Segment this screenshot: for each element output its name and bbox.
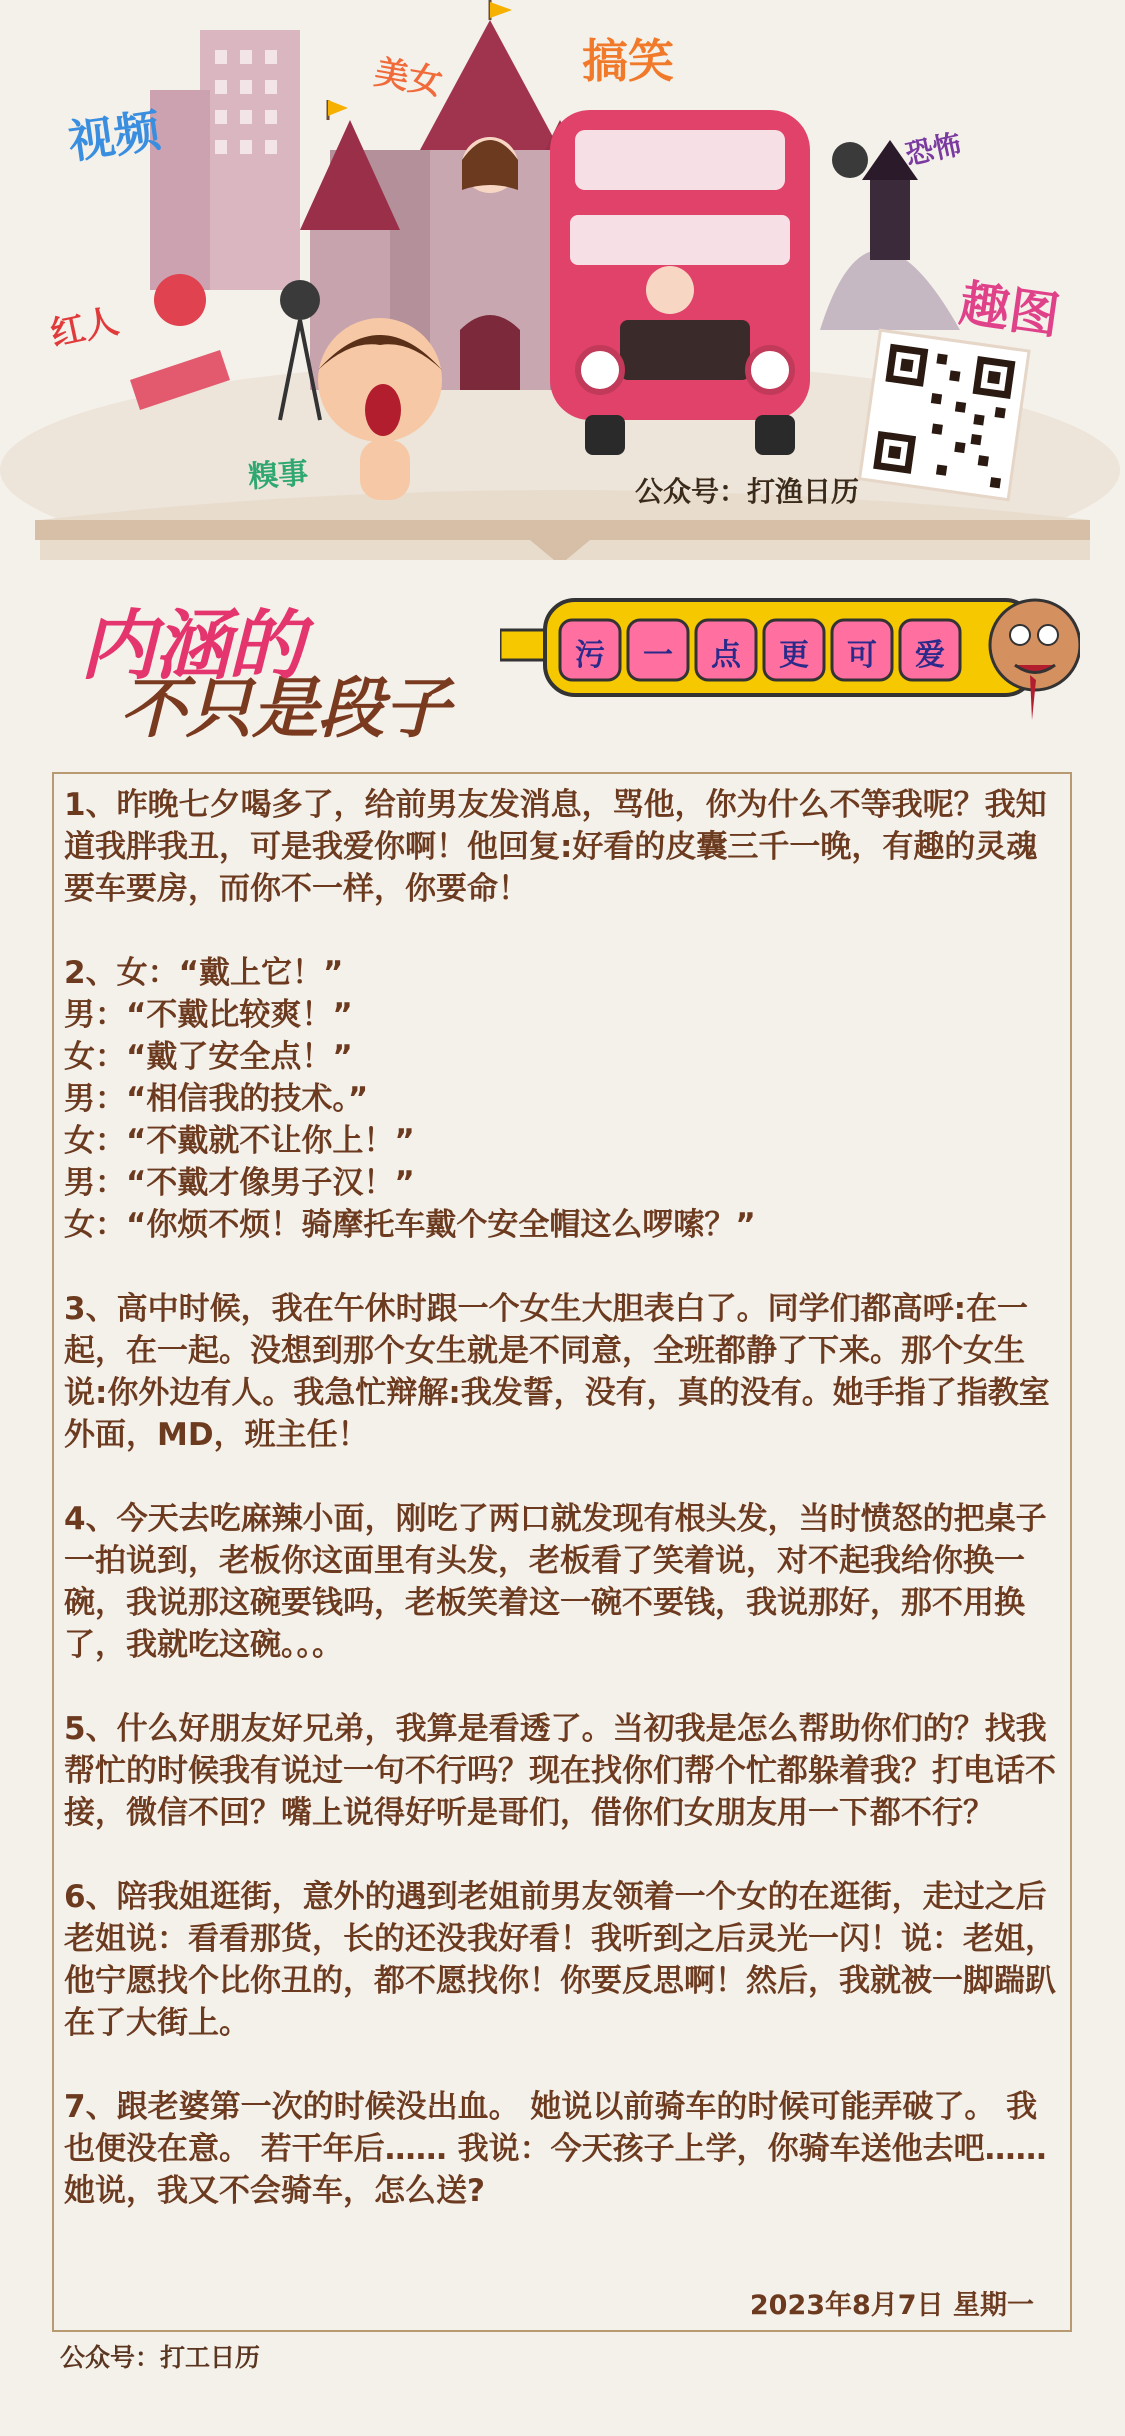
- joke-3: 3、高中时候，我在午休时跟一个女生大胆表白了。同学们都高呼:在一起，在一起。没想到那个女生就是不同意，全班都静了下来。那个女生说:你外边有人。我急忙辩解:我发誓，没有，真的没有。她手指了指教室外面，MD，班主任！: [64, 1291, 1050, 1453]
- tag-video: 视频: [65, 102, 164, 170]
- tag-fun-pics: 趣图: [955, 274, 1063, 346]
- candy-label: 污: [575, 638, 605, 673]
- title-line1: 内涵的: [80, 601, 302, 690]
- header-banner: [0, 0, 1125, 560]
- joke-6: 6、陪我姐逛街，意外的遇到老姐前男友领着一个女的在逛街，走过之后老姐说：看看那货，长的还没我好看！我听到之后灵光一闪！说：老姐，他宁愿找个比你丑的，都不愿找你！你要反思啊！然后，我就被一脚踹趴在了大街上。: [64, 1879, 1056, 2041]
- footer-account: 公众号：打工日历: [60, 2343, 261, 2372]
- candy-labels: [560, 622, 980, 682]
- tag-embarrassing: 糗事: [247, 455, 310, 496]
- tag-funny: 搞笑: [582, 34, 674, 88]
- jokes-box: [52, 772, 1072, 2332]
- tag-beauty: 美女: [371, 52, 446, 104]
- candy-label: 可: [847, 638, 877, 673]
- joke-2: 2、女：“戴上它！” 男：“不戴比较爽！” 女：“戴了安全点！” 男：“相信我的技术。” 女：“不戴就不让你上！” 男：“不戴才像男子汉！” 女：“你烦不烦！骑摩托车戴个安全帽这么啰嗦？”: [64, 955, 756, 1243]
- candy-label: 点: [711, 638, 741, 673]
- title-line2: 不只是段子: [120, 670, 450, 747]
- banner-account: 公众号：打渔日历: [635, 475, 860, 508]
- candy-label: 爱: [915, 638, 945, 673]
- joke-1: 1、昨晚七夕喝多了，给前男友发消息，骂他，你为什么不等我呢？我知道我胖我丑，可是我爱你啊！他回复:好看的皮囊三千一晚，有趣的灵魂要车要房，而你不一样，你要命！: [64, 787, 1047, 907]
- date-label: 2023年8月7日 星期一: [749, 2290, 1034, 2321]
- joke-4: 4、今天去吃麻辣小面，刚吃了两口就发现有根头发，当时愤怒的把桌子一拍说到，老板你这面里有头发，老板看了笑着说，对不起我给你换一碗，我说那这碗要钱吗，老板笑着这一碗不要钱，我说那好，那不用换了，我就吃这碗。。。: [64, 1501, 1047, 1663]
- banner-illustration: [0, 0, 1125, 560]
- tag-horror: 恐怖: [902, 127, 965, 172]
- tag-celebrity: 红人: [47, 301, 123, 355]
- title-area: [0, 560, 1125, 750]
- candy-label: 一: [643, 638, 673, 673]
- joke-7: 7、跟老婆第一次的时候没出血。 她说以前骑车的时候可能弄破了。 我也便没在意。 若干年后…… 我说：今天孩子上学，你骑车送他去吧…… 她说，我又不会骑车，怎么送?: [64, 2089, 1047, 2209]
- candy-label: 更: [779, 638, 809, 673]
- joke-5: 5、什么好朋友好兄弟，我算是看透了。当初我是怎么帮助你们的？找我帮忙的时候我有说过一句不行吗？现在找你们帮个忙都躲着我？打电话不接，微信不回？嘴上说得好听是哥们，借你们女朋友用一下都不行？: [64, 1711, 1056, 1831]
